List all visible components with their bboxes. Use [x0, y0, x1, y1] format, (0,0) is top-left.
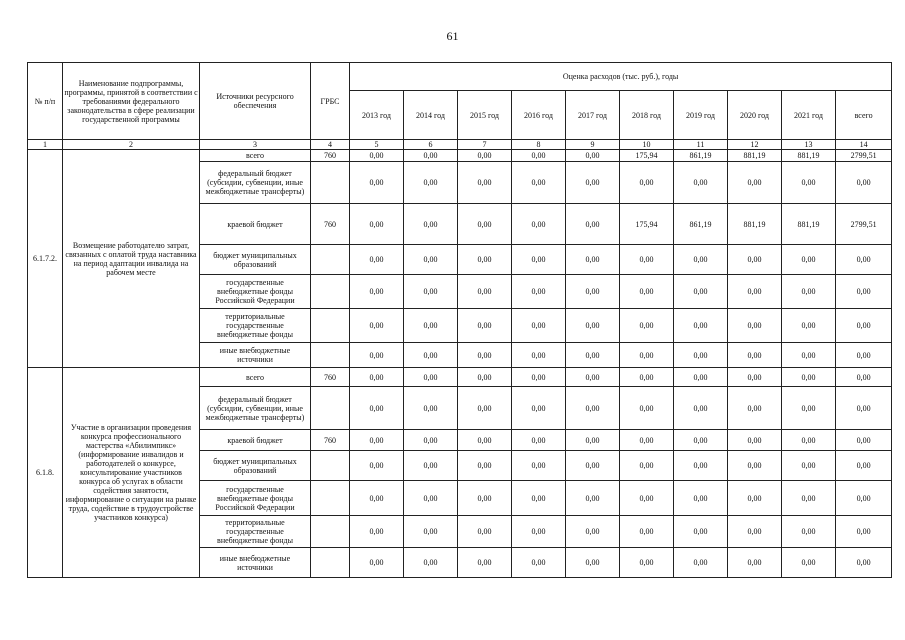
expense-value: 0,00 — [674, 343, 728, 368]
expense-value: 0,00 — [782, 430, 836, 451]
expense-value: 0,00 — [836, 343, 892, 368]
funding-source: краевой бюджет — [200, 204, 311, 245]
expense-value: 0,00 — [782, 343, 836, 368]
expense-value: 0,00 — [566, 343, 620, 368]
expense-value: 0,00 — [728, 481, 782, 516]
expense-value: 0,00 — [782, 548, 836, 578]
column-number-row — [28, 140, 892, 150]
expense-value: 0,00 — [512, 343, 566, 368]
column-number: 4 — [311, 140, 350, 150]
column-number: 11 — [674, 140, 728, 150]
header-year: 2015 год — [458, 91, 512, 140]
column-number: 2 — [63, 140, 200, 150]
expense-value: 0,00 — [620, 430, 674, 451]
budget-table — [27, 62, 892, 578]
expense-value: 0,00 — [404, 387, 458, 430]
expense-value: 0,00 — [458, 275, 512, 309]
column-number: 12 — [728, 140, 782, 150]
expense-value: 0,00 — [350, 204, 404, 245]
expense-value: 0,00 — [458, 162, 512, 204]
table-row — [28, 150, 892, 162]
expense-value: 0,00 — [674, 309, 728, 343]
column-number: 10 — [620, 140, 674, 150]
column-number: 5 — [350, 140, 404, 150]
table-row — [28, 368, 892, 387]
expense-value: 0,00 — [836, 387, 892, 430]
expense-value: 0,00 — [836, 309, 892, 343]
expense-value: 0,00 — [566, 150, 620, 162]
expense-value: 881,19 — [728, 150, 782, 162]
expense-value: 0,00 — [728, 387, 782, 430]
column-number: 13 — [782, 140, 836, 150]
funding-source: бюджет муниципальных образований — [200, 451, 311, 481]
grbs-code — [311, 162, 350, 204]
program-name: Участие в организации проведения конкурса профессионального мастерства «Абилимпикс» (информирование инвалидов и работодателей о конкурсе, консультирование участников конкурса об услугах в области содействия занятости, информирование о ситуации на рынке труда, содействие в трудоустройстве участников конкурса) — [63, 368, 200, 578]
expense-value: 0,00 — [782, 245, 836, 275]
expense-value: 0,00 — [458, 368, 512, 387]
funding-source: территориальные государственные внебюджетные фонды — [200, 309, 311, 343]
expense-value: 0,00 — [836, 516, 892, 548]
funding-source: иные внебюджетные источники — [200, 548, 311, 578]
expense-value: 0,00 — [404, 368, 458, 387]
grbs-code: 760 — [311, 204, 350, 245]
expense-value: 0,00 — [728, 368, 782, 387]
expense-value: 0,00 — [512, 516, 566, 548]
expense-value: 0,00 — [836, 481, 892, 516]
expense-value: 0,00 — [458, 343, 512, 368]
expense-value: 175,94 — [620, 204, 674, 245]
expense-value: 0,00 — [350, 481, 404, 516]
expense-value: 0,00 — [728, 309, 782, 343]
column-number: 9 — [566, 140, 620, 150]
expense-value: 2799,51 — [836, 150, 892, 162]
expense-value: 0,00 — [782, 516, 836, 548]
header-year: 2020 год — [728, 91, 782, 140]
expense-value: 0,00 — [620, 245, 674, 275]
expense-value: 0,00 — [512, 451, 566, 481]
expense-value: 0,00 — [836, 430, 892, 451]
header-year: 2016 год — [512, 91, 566, 140]
expense-value: 0,00 — [404, 516, 458, 548]
expense-value: 0,00 — [350, 548, 404, 578]
grbs-code — [311, 275, 350, 309]
expense-value: 0,00 — [674, 275, 728, 309]
column-number: 8 — [512, 140, 566, 150]
expense-value: 0,00 — [350, 150, 404, 162]
expense-value: 0,00 — [728, 451, 782, 481]
header-year: 2018 год — [620, 91, 674, 140]
expense-value: 0,00 — [566, 275, 620, 309]
grbs-code — [311, 343, 350, 368]
expense-value: 0,00 — [512, 309, 566, 343]
expense-value: 0,00 — [350, 309, 404, 343]
expense-value: 0,00 — [728, 343, 782, 368]
page-number: 61 — [446, 29, 459, 43]
expense-value: 0,00 — [458, 516, 512, 548]
expense-value: 0,00 — [674, 430, 728, 451]
header-sources: Источники ресурсного обеспечения — [200, 63, 311, 140]
expense-value: 0,00 — [620, 309, 674, 343]
expense-value: 0,00 — [836, 162, 892, 204]
expense-value: 0,00 — [350, 368, 404, 387]
funding-source: краевой бюджет — [200, 430, 311, 451]
expense-value: 0,00 — [566, 387, 620, 430]
expense-value: 0,00 — [836, 368, 892, 387]
header-year: 2017 год — [566, 91, 620, 140]
expense-value: 0,00 — [566, 548, 620, 578]
expense-value: 0,00 — [350, 430, 404, 451]
expense-value: 0,00 — [350, 275, 404, 309]
expense-value: 0,00 — [566, 368, 620, 387]
expense-value: 0,00 — [620, 548, 674, 578]
expense-value: 0,00 — [404, 162, 458, 204]
expense-value: 0,00 — [350, 343, 404, 368]
grbs-code: 760 — [311, 150, 350, 162]
funding-source: федеральный бюджет (субсидии, субвенции, иные межбюджетные трансферты) — [200, 162, 311, 204]
funding-source: федеральный бюджет (субсидии, субвенции, иные межбюджетные трансферты) — [200, 387, 311, 430]
header-grbs: ГРБС — [311, 63, 350, 140]
expense-value: 0,00 — [782, 368, 836, 387]
expense-value: 0,00 — [566, 309, 620, 343]
expense-value: 0,00 — [512, 430, 566, 451]
expense-value: 0,00 — [620, 343, 674, 368]
expense-value: 0,00 — [782, 387, 836, 430]
column-number: 1 — [28, 140, 63, 150]
expense-value: 0,00 — [566, 245, 620, 275]
expense-value: 0,00 — [350, 451, 404, 481]
expense-value: 0,00 — [566, 451, 620, 481]
expense-value: 0,00 — [836, 275, 892, 309]
expense-value: 0,00 — [836, 245, 892, 275]
expense-value: 0,00 — [728, 430, 782, 451]
expense-value: 0,00 — [404, 343, 458, 368]
expense-value: 0,00 — [728, 162, 782, 204]
grbs-code — [311, 309, 350, 343]
expense-value: 0,00 — [836, 451, 892, 481]
expense-value: 0,00 — [512, 245, 566, 275]
expense-value: 0,00 — [782, 481, 836, 516]
expense-value: 0,00 — [404, 275, 458, 309]
expense-value: 0,00 — [404, 548, 458, 578]
expense-value: 0,00 — [674, 162, 728, 204]
expense-value: 0,00 — [674, 481, 728, 516]
expense-value: 0,00 — [566, 516, 620, 548]
expense-value: 861,19 — [674, 150, 728, 162]
expense-value: 0,00 — [404, 430, 458, 451]
expense-value: 0,00 — [620, 387, 674, 430]
row-number: 6.1.8. — [28, 368, 63, 578]
grbs-code — [311, 451, 350, 481]
header-year: 2013 год — [350, 91, 404, 140]
expense-value: 0,00 — [782, 162, 836, 204]
header-estimate: Оценка расходов (тыс. руб.), годы — [350, 63, 892, 91]
expense-value: 0,00 — [512, 387, 566, 430]
expense-value: 0,00 — [404, 150, 458, 162]
expense-value: 0,00 — [350, 387, 404, 430]
expense-value: 881,19 — [782, 150, 836, 162]
grbs-code — [311, 516, 350, 548]
expense-value: 0,00 — [674, 451, 728, 481]
funding-source: государственные внебюджетные фонды Российской Федерации — [200, 481, 311, 516]
expense-value: 0,00 — [458, 430, 512, 451]
header-year: всего — [836, 91, 892, 140]
column-number: 14 — [836, 140, 892, 150]
expense-value: 0,00 — [566, 162, 620, 204]
expense-value: 0,00 — [404, 204, 458, 245]
expense-value: 0,00 — [458, 309, 512, 343]
expense-value: 0,00 — [728, 245, 782, 275]
expense-value: 0,00 — [566, 430, 620, 451]
expense-value: 0,00 — [458, 451, 512, 481]
expense-value: 0,00 — [458, 387, 512, 430]
expense-value: 0,00 — [674, 516, 728, 548]
expense-value: 0,00 — [404, 245, 458, 275]
grbs-code: 760 — [311, 430, 350, 451]
funding-source: территориальные государственные внебюджетные фонды — [200, 516, 311, 548]
header-year: 2014 год — [404, 91, 458, 140]
expense-value: 0,00 — [782, 275, 836, 309]
row-number: 6.1.7.2. — [28, 150, 63, 368]
expense-value: 0,00 — [458, 548, 512, 578]
expense-value: 0,00 — [620, 516, 674, 548]
program-name: Возмещение работодателю затрат, связанных с оплатой труда наставника на период адаптации инвалида на рабочем месте — [63, 150, 200, 368]
expense-value: 0,00 — [620, 275, 674, 309]
expense-value: 0,00 — [350, 162, 404, 204]
expense-value: 0,00 — [620, 481, 674, 516]
column-number: 3 — [200, 140, 311, 150]
header-name: Наименование подпрограммы, программы, принятой в соответствии с требованиями федерального законодательства в сфере реализации государственной программы — [63, 63, 200, 140]
expense-value: 0,00 — [620, 368, 674, 387]
grbs-code — [311, 481, 350, 516]
expense-value: 0,00 — [512, 368, 566, 387]
expense-value: 0,00 — [674, 368, 728, 387]
expense-value: 0,00 — [782, 309, 836, 343]
expense-value: 0,00 — [404, 451, 458, 481]
expense-value: 0,00 — [512, 481, 566, 516]
header-year: 2019 год — [674, 91, 728, 140]
expense-value: 0,00 — [458, 204, 512, 245]
expense-value: 881,19 — [728, 204, 782, 245]
expense-value: 0,00 — [566, 481, 620, 516]
expense-value: 0,00 — [458, 150, 512, 162]
expense-value: 0,00 — [566, 204, 620, 245]
expense-value: 0,00 — [458, 245, 512, 275]
funding-source: государственные внебюджетные фонды Российской Федерации — [200, 275, 311, 309]
expense-value: 0,00 — [782, 451, 836, 481]
header-year: 2021 год — [782, 91, 836, 140]
expense-value: 0,00 — [404, 481, 458, 516]
expense-value: 0,00 — [458, 481, 512, 516]
expense-value: 0,00 — [728, 275, 782, 309]
column-number: 7 — [458, 140, 512, 150]
funding-source: всего — [200, 150, 311, 162]
header-num: № п/п — [28, 63, 63, 140]
expense-value: 0,00 — [674, 245, 728, 275]
expense-value: 0,00 — [350, 245, 404, 275]
expense-value: 2799,51 — [836, 204, 892, 245]
expense-value: 0,00 — [512, 275, 566, 309]
expense-value: 175,94 — [620, 150, 674, 162]
expense-value: 881,19 — [782, 204, 836, 245]
expense-value: 0,00 — [620, 451, 674, 481]
expense-value: 0,00 — [728, 548, 782, 578]
grbs-code — [311, 548, 350, 578]
expense-value: 0,00 — [512, 162, 566, 204]
expense-value: 0,00 — [728, 516, 782, 548]
expense-value: 0,00 — [512, 548, 566, 578]
expense-value: 0,00 — [620, 162, 674, 204]
funding-source: иные внебюджетные источники — [200, 343, 311, 368]
funding-source: всего — [200, 368, 311, 387]
expense-value: 0,00 — [512, 204, 566, 245]
expense-value: 0,00 — [404, 309, 458, 343]
column-number: 6 — [404, 140, 458, 150]
expense-value: 0,00 — [836, 548, 892, 578]
expense-value: 0,00 — [350, 516, 404, 548]
grbs-code: 760 — [311, 368, 350, 387]
expense-value: 861,19 — [674, 204, 728, 245]
grbs-code — [311, 245, 350, 275]
funding-source: бюджет муниципальных образований — [200, 245, 311, 275]
table-body — [28, 150, 892, 578]
expense-value: 0,00 — [512, 150, 566, 162]
grbs-code — [311, 387, 350, 430]
expense-value: 0,00 — [674, 548, 728, 578]
expense-value: 0,00 — [674, 387, 728, 430]
